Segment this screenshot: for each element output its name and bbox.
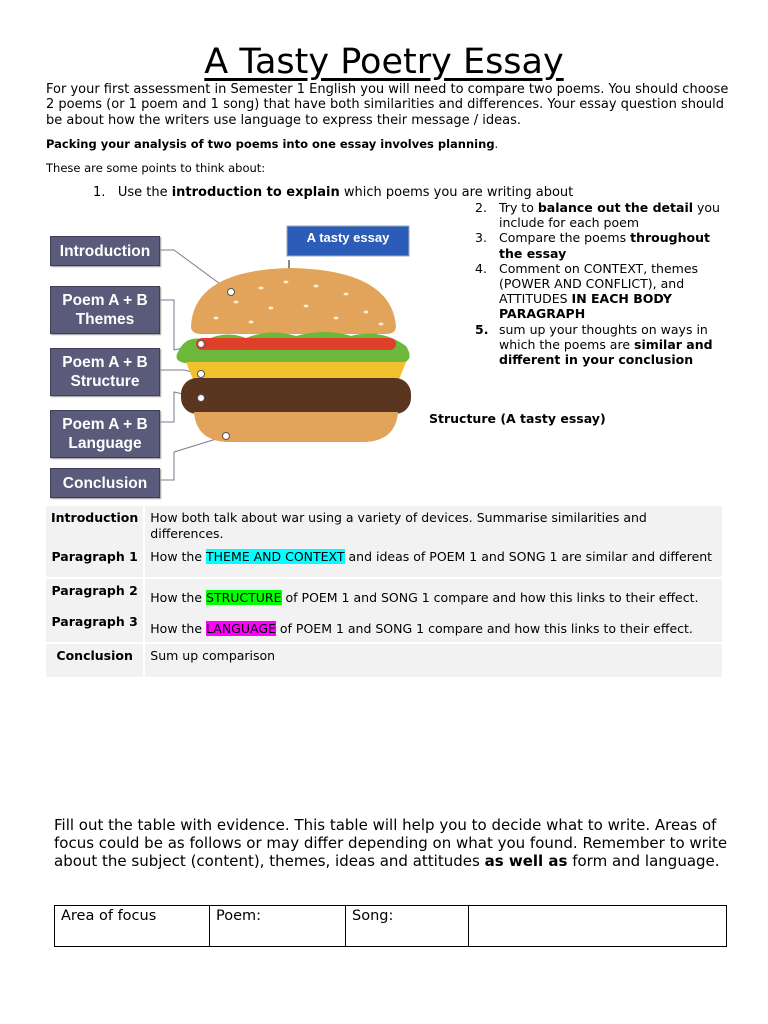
header-blank[interactable] <box>469 906 727 947</box>
highlight-theme: THEME AND CONTEXT <box>206 549 345 564</box>
point-number: 2. <box>475 200 487 215</box>
packing-note <box>46 137 498 151</box>
points-heading: These are some points to think about: <box>46 161 266 175</box>
point-text: Try to <box>499 200 538 215</box>
table-row <box>46 506 722 545</box>
point-text: Comment on CONTEXT, themes (POWER AND CONFLICT), and ATTITUDES <box>499 260 699 307</box>
fill-instructions <box>54 816 734 871</box>
packing-text: Packing your analysis of two poems into one essay involves planning <box>46 137 495 151</box>
row-heading: Introduction <box>46 506 144 545</box>
point-bold: throughout the essay <box>499 230 710 261</box>
burger-diagram <box>46 222 426 500</box>
label-language: Poem A + B Language <box>50 410 160 458</box>
point-text: Compare the poems <box>499 230 631 246</box>
label-conclusion: Conclusion <box>50 468 160 498</box>
table-row <box>46 643 722 678</box>
point-bold: introduction to explain <box>171 185 340 200</box>
point-text: sum up your thoughts on ways in which the poems are <box>499 321 708 352</box>
structure-caption: Structure (A tasty essay) <box>429 411 606 426</box>
table-row <box>46 578 722 611</box>
point-5 <box>475 322 735 368</box>
row-text <box>144 643 722 678</box>
intro-paragraph: For your first assessment in Semester 1 English you will need to compare two poems. You should choose 2 poems (or 1 poem and 1 song) that have both similarities and differences. Your essay question should be about how the writers use language to express their message / ideas. <box>46 82 729 128</box>
table-row <box>55 906 727 947</box>
row-text-part: Sum up comparison <box>150 647 276 663</box>
point-2 <box>475 200 735 230</box>
point-number: 4. <box>475 260 487 276</box>
row-text-part: of POEM 1 and SONG 1 compare and how this links to their effect. <box>281 589 699 605</box>
row-heading: Paragraph 1 <box>46 545 144 578</box>
point-3 <box>475 230 735 260</box>
header-poem: Poem: <box>210 906 346 947</box>
table-row <box>46 610 722 643</box>
highlight-language: LANGUAGE <box>206 621 276 636</box>
row-text-part: How both talk about war using a variety of devices. Summarise similarities and differences. <box>150 510 647 541</box>
fill-text-end: form and language. <box>567 852 720 871</box>
row-heading: Conclusion <box>46 643 144 678</box>
focus-table <box>54 905 727 947</box>
flag-text: A tasty essay <box>306 230 390 245</box>
label-introduction: Introduction <box>50 236 160 266</box>
fill-text: Fill out the table with evidence. This table will help you to decide what to write. Areas of focus could be as follows or may differ depending on what you found. Remember to write about the subject (content), themes, ideas and attitudes <box>54 816 728 871</box>
point-number: 3. <box>475 230 487 246</box>
label-themes: Poem A + B Themes <box>50 286 160 334</box>
table-row <box>46 545 722 578</box>
point-4 <box>475 261 735 322</box>
point-bold: IN EACH BODY PARAGRAPH <box>499 291 672 322</box>
row-text-part: How the <box>150 589 207 605</box>
highlight-structure: STRUCTURE <box>206 589 282 605</box>
row-text <box>144 506 722 545</box>
point-text-end: you include for each poem <box>499 200 720 231</box>
point-number: 5. <box>475 321 489 337</box>
point-1 <box>93 185 573 200</box>
header-area-of-focus: Area of focus <box>55 906 210 947</box>
row-text-part: How the <box>150 621 207 636</box>
row-text <box>144 610 722 643</box>
row-heading: Paragraph 3 <box>46 610 144 643</box>
row-heading: Paragraph 2 <box>46 578 144 611</box>
points-list <box>475 200 735 367</box>
fill-text-bold: as well as <box>484 852 568 871</box>
point-number: 1. <box>93 185 106 200</box>
point-bold: similar and different in your conclusion <box>499 336 713 368</box>
row-text <box>144 578 722 611</box>
page-title: A Tasty Poetry Essay <box>204 42 564 82</box>
label-structure: Poem A + B Structure <box>50 348 160 396</box>
header-song: Song: <box>346 906 469 947</box>
packing-period: . <box>494 137 499 151</box>
row-text <box>144 545 722 578</box>
point-text-end: which poems you are writing about <box>339 185 574 200</box>
point-bold: balance out the detail <box>537 200 694 215</box>
row-text-part: How the <box>150 549 207 564</box>
point-text: Use the <box>117 185 172 200</box>
row-text-part: and ideas of POEM 1 and SONG 1 are similar and different <box>344 549 713 564</box>
structure-table <box>46 506 722 677</box>
row-text-part: of POEM 1 and SONG 1 compare and how this links to their effect. <box>275 621 693 636</box>
